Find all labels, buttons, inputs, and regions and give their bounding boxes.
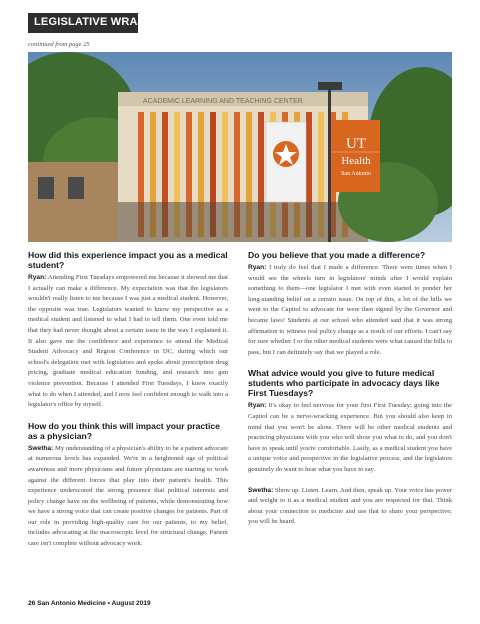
answer-text: Attending First Tuesdays empowered me because it showed me that I actually can make a difference. My expectation was that the legislators wouldn't really listen to me because I was just a medical student. However, the opposite was true. Legislators wanted to know my perspective as a medical student and listened to what I had to tell them. One even told me that they had never thought about a certain issue in the way I explained it. It also gave me the confidence and experience to attend the Medical Student Advocacy and Region Conference in DC, during which our school's delegation met with legislators and spoke about prescription drug pricing, graduate medical education funding, and research into gun violence prevention. Because I attended First Tuesdays, I knew exactly what to do when I attended, and I now feel confident enough to walk into a legislator's office by myself. — [28, 274, 228, 409]
answer-paragraph — [248, 401, 452, 475]
banner-health: Health — [341, 155, 371, 167]
answer-paragraph — [28, 444, 228, 550]
speaker-label: Ryan: — [248, 402, 267, 410]
speaker-label: Ryan: — [248, 264, 267, 271]
section-title: LEGISLATIVE WRAP-UP — [34, 16, 165, 28]
question-heading: Do you believe that you made a difference? — [248, 250, 426, 260]
answer-text: Show up. Listen. Learn. And then, speak up. Your voice has power and weight to it as a medical student and you are respected for that. Think about your connection to medicine and use that to share your perspective; you will be heard. — [248, 486, 452, 526]
left-column — [28, 250, 228, 550]
section-banner — [28, 13, 165, 33]
speaker-label: Swetha: — [248, 486, 274, 494]
answer-text: I truly do feel that I made a difference. There were times when I would see the wheels turn in legislators' minds after I would explain something to them—one legislator I met with even started to ponder her long-standing belief on a certain issue. On top of this, a lot of the bills we went to the Capitol to advocate for were then signed by the Governor and became laws! Students at our school who attended said that it was strong affirmation to witness real policy change as a result of our efforts. I can't say for sure whether I or the other medical students were what caused the bills to pass, but I can definitely say that we played a role. — [248, 264, 452, 356]
banner-ut: UT — [346, 136, 366, 152]
photo-illustration — [28, 52, 452, 242]
speaker-label: Ryan: — [28, 274, 47, 281]
banner-city: San Antonio — [341, 171, 371, 177]
answer-paragraph — [28, 273, 228, 411]
answer-paragraph — [248, 486, 452, 528]
question-heading: How did this experience impact you as a medical student? — [28, 250, 228, 270]
answer-paragraph — [248, 263, 452, 358]
question-heading: How do you think this will impact your practice as a physician? — [28, 420, 220, 441]
right-column — [248, 250, 452, 528]
answer-text: My understanding of a physician's ability to be a patient advocate at numerous levels has expanded. We're in a heightened age of political awareness and more physicians and future physicians are starting to work against the different forces that play into their patient's health. This experience underscored the strong presence that political interests and policy change have on the wellbeing of patients, while demonstrating how we have a strong voice that can create positive changes for patients. Part of our role in providing high-quality care for our patients, to my belief, includes advocating at the macroscopic level for structural change. Patient care isn't complete without advocacy work. — [28, 444, 228, 548]
question-heading: What advice would you give to future medical students who participate in advocacy days like First Tuesdays? — [248, 368, 440, 399]
svg-text:ACADEMIC LEARNING AND TEACHING: ACADEMIC LEARNING AND TEACHING CENTER — [143, 98, 303, 105]
answer-text: It's okay to feel nervous for your first First Tuesday; going into the Capitol can be a nerve-wracking experience. But you should also keep in mind that you won't be alone. There will be other medical students and practicing physicians with you who will show you what to do, and you don't have to speak until you're comfortable. Lastly, as a medical student you have a unique voice and perspective in the legislative process, and the legislators genuinely do want to hear what you have to say. — [248, 402, 453, 473]
continued-note: continued from page 25 — [28, 41, 90, 48]
page-footer: 26 San Antonio Medicine • August 2019 — [28, 600, 151, 607]
speaker-label: Swetha: — [28, 444, 54, 452]
ut-health-building-photo — [28, 52, 452, 242]
